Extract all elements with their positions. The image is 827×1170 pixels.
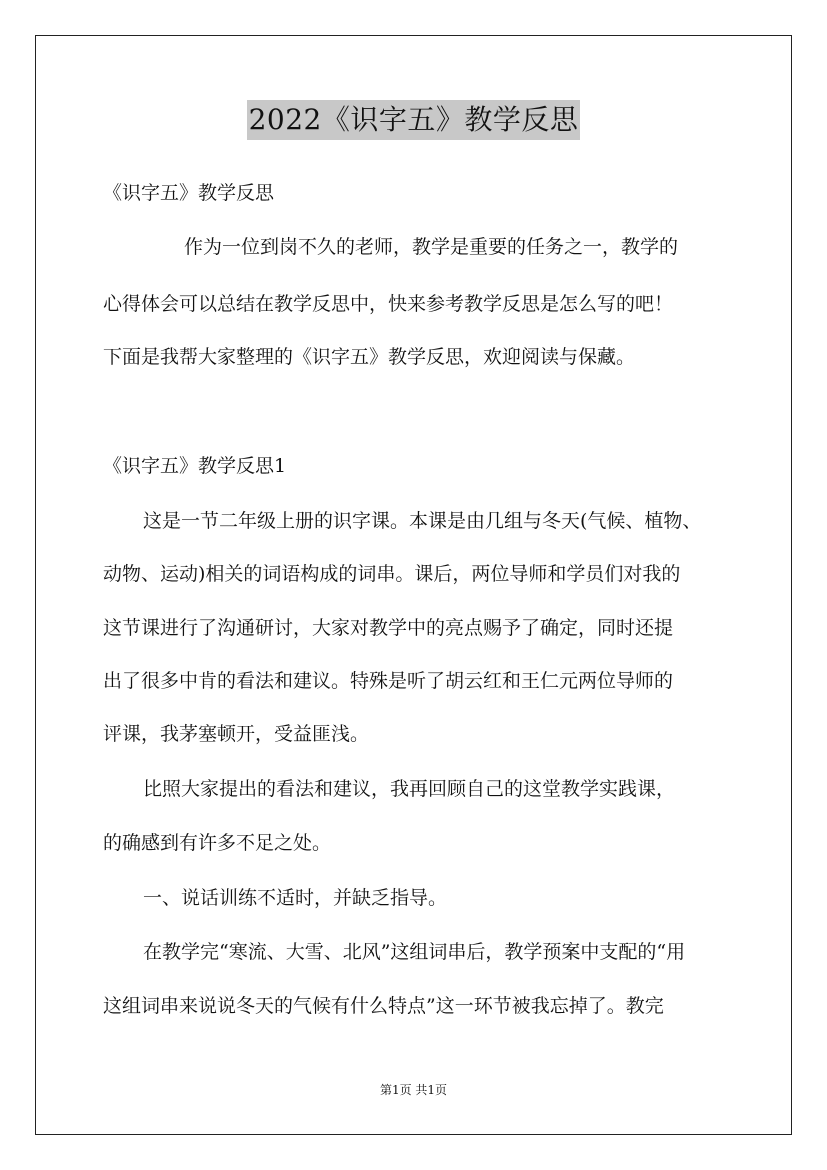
- section-heading: 《识字五》教学反思1: [103, 455, 287, 477]
- subtitle: 《识字五》教学反思: [103, 182, 275, 204]
- title-area: [0, 100, 827, 140]
- body-line: 比照大家提出的看法和建议，我再回顾自己的这堂教学实践课，: [143, 778, 676, 800]
- body-line: 动物、运动)相关的词语构成的词串。课后，两位导师和学员们对我的: [103, 563, 681, 585]
- body-line: 出了很多中肯的看法和建议。特殊是听了胡云红和王仁元两位导师的: [103, 670, 674, 692]
- body-line: 这组词串来说说冬天的气候有什么特点”这一环节被我忘掉了。教完: [103, 995, 664, 1017]
- page-number: 第1页 共1页: [379, 1083, 448, 1097]
- intro-line: 作为一位到岗不久的老师，教学是重要的任务之一，教学的: [184, 236, 679, 258]
- body-line: 这节课进行了沟通研讨，大家对教学中的亮点赐予了确定，同时还提: [103, 617, 674, 639]
- intro-line: 心得体会可以总结在教学反思中，快来参考教学反思是怎么写的吧！: [103, 293, 674, 315]
- body-line: 这是一节二年级上册的识字课。本课是由几组与冬天(气候、植物、: [143, 510, 702, 532]
- document-title: 2022《识字五》教学反思: [247, 100, 581, 140]
- body-line: 在教学完“寒流、大雪、北风”这组词串后，教学预案中支配的“用: [143, 941, 686, 963]
- body-line: 评课，我茅塞顿开，受益匪浅。: [103, 723, 370, 745]
- body-line: 一、说话训练不适时，并缺乏指导。: [143, 887, 448, 909]
- intro-line: 下面是我帮大家整理的《识字五》教学反思，欢迎阅读与保藏。: [103, 346, 636, 368]
- body-line: 的确感到有许多不足之处。: [103, 832, 332, 854]
